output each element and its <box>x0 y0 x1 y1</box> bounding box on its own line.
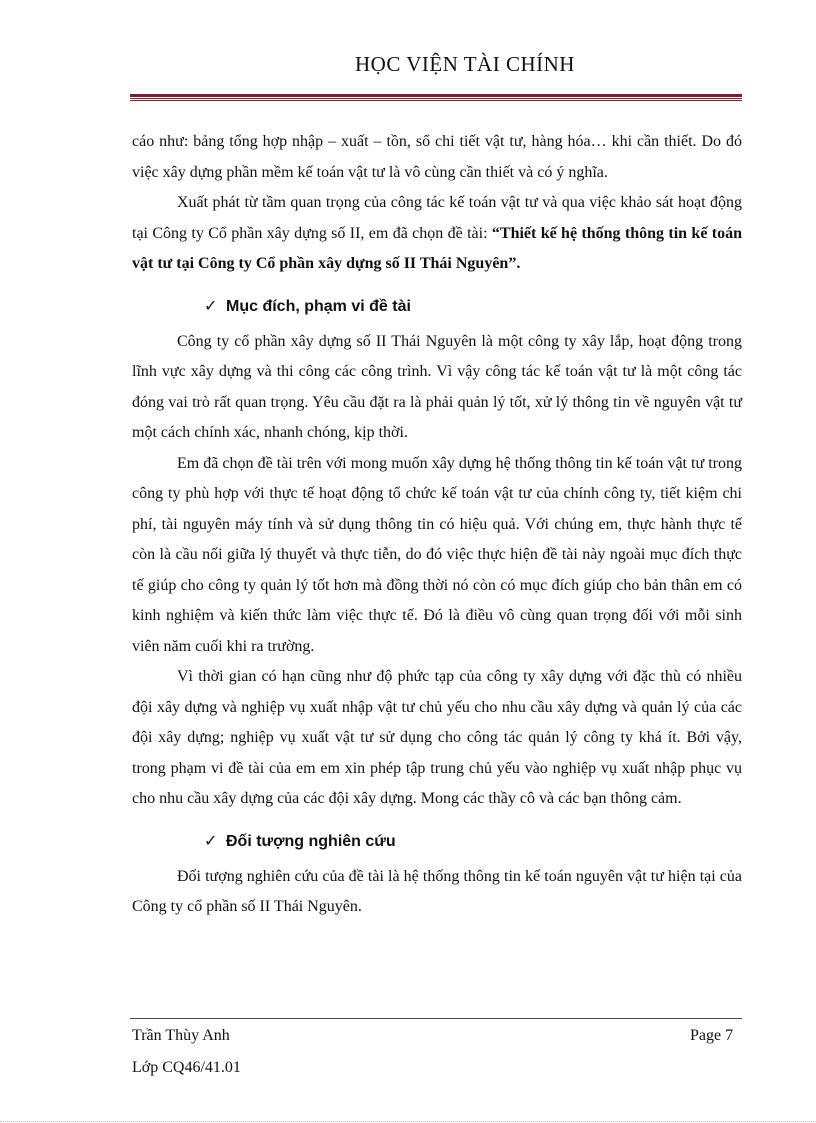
document-body <box>132 127 742 923</box>
paragraph-1: cáo như: bảng tổng hợp nhập – xuất – tồn, sổ chi tiết vật tư, hàng hóa… khi cần thiết. Do đó việc xây dựng phần mềm kế toán vật tư là vô cùng cần thiết và có ý nghĩa. <box>132 133 742 181</box>
check-icon: ✓ <box>204 830 218 850</box>
footer-page-number: Page 7 <box>690 1027 734 1044</box>
check-icon: ✓ <box>204 295 218 315</box>
footer-rule <box>130 1018 742 1019</box>
page-header-title: HỌC VIỆN TÀI CHÍNH <box>355 52 575 76</box>
section-heading-purpose <box>132 294 742 319</box>
paragraph-4: Em đã chọn đề tài trên với mong muốn xây dựng hệ thống thông tin kế toán vật tư trong công ty phù hợp với thực tế hoạt động tổ chức kế toán vật tư của chính công ty, tiết kiệm chi phí, tài nguyên máy tính và sử dụng thông tin có hiệu quả. Với chúng em, thực hành thực tế còn là cầu nối giữa lý thuyết và thực tiễn, do đó việc thực hiện đề tài này ngoài mục đích thực tế giúp cho công ty quản lý tốt hơn mà đồng thời nó còn có mục đích giúp cho bản thân em có kinh nghiệm và kiến thức làm việc thực tế. Đó là điều vô cùng quan trọng đối với mỗi sinh viên năm cuối khi ra trường. <box>132 454 742 655</box>
footer-author: Trần Thùy Anh <box>132 1027 230 1044</box>
page-bottom-border <box>0 1121 816 1122</box>
paragraph-6: Đối tượng nghiên cứu của đề tài là hệ thống thông tin kế toán nguyên vật tư hiện tại của Công ty cổ phần số II Thái Nguyên. <box>132 867 742 915</box>
section-heading-subject <box>132 829 742 854</box>
header-rule-thin-1 <box>130 98 742 99</box>
section-heading-purpose-text: Mục đích, phạm vi đề tài <box>226 297 411 315</box>
paragraph-2 <box>132 188 742 280</box>
header-rule-thin-2 <box>130 100 742 101</box>
paragraph-5: Vì thời gian có hạn cũng như độ phức tạp của công ty xây dựng với đặc thù có nhiều đội xây dựng và nghiệp vụ xuất nhập vật tư chủ yếu cho nhu cầu xây dựng và quản lý của các đội xây dựng; nghiệp vụ xuất vật tư sử dụng cho công tác quản lý công ty khá ít. Bởi vậy, trong phạm vi đề tài của em em xin phép tập trung chủ yếu vào nghiệp vụ xuất nhập phục vụ cho nhu cầu xây dựng của các đội xây dựng. Mong các thầy cô và các bạn thông cảm. <box>132 668 742 807</box>
header-rule-thick <box>130 94 742 97</box>
paragraph-3: Công ty cổ phần xây dựng số II Thái Nguyên là một công ty xây lắp, hoạt động trong lĩnh vực xây dựng và thi công các công trình. Vì vậy công tác kế toán vật tư là một công tác đóng vai trò rất quan trọng. Yêu cầu đặt ra là phải quản lý tốt, xử lý thông tin về nguyên vật tư một cách chính xác, nhanh chóng, kịp thời. <box>132 332 742 441</box>
section-heading-subject-text: Đối tượng nghiên cứu <box>226 832 396 850</box>
paragraph-2-text: Xuất phát từ tầm quan trọng của công tác kế toán vật tư và qua việc khảo sát hoạt động tại Công ty Cổ phần xây dựng số II, em đã chọn đề tài: <box>132 194 742 242</box>
thesis-title: “Thiết kế hệ thống thông tin kế toán vật tư tại Công ty Cổ phần xây dựng số II Thái Nguyên”. <box>132 224 743 272</box>
footer-class: Lớp CQ46/41.01 <box>132 1059 241 1076</box>
